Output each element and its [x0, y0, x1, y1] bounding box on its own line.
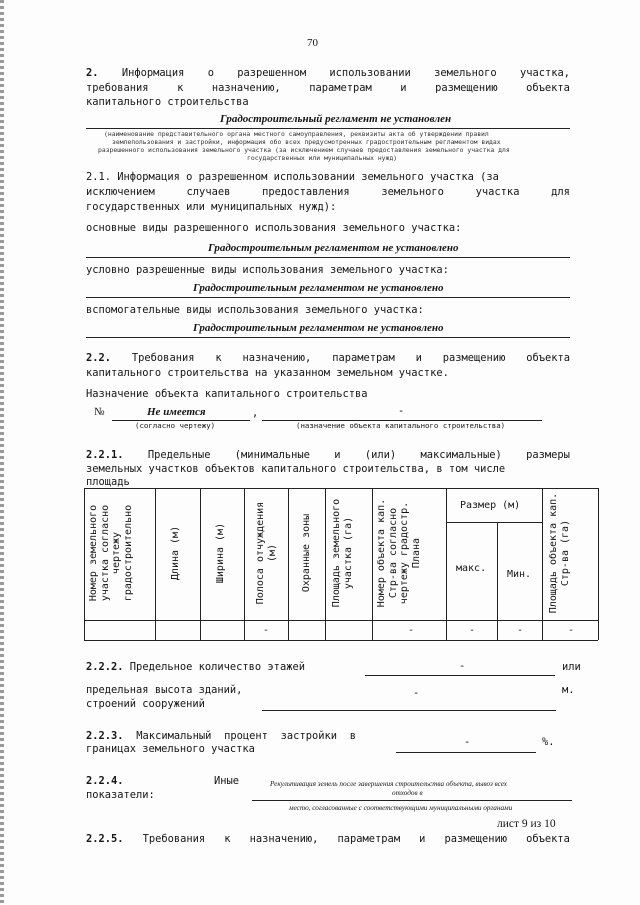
conditional-uses-value: Градостроительным регламентом не установлено: [193, 282, 444, 294]
header-max: макс.: [456, 563, 487, 574]
section-2-1-line2: исключением случаев предоставления земельного участка для: [86, 186, 570, 198]
auxiliary-uses-underline: [86, 337, 570, 338]
section-2-2-4-other: Иные: [214, 775, 240, 787]
reglament-caption-4: государственных или муниципальных нужд): [247, 154, 398, 162]
floors-underline: [365, 675, 555, 676]
reglament-caption-3: разрешенного использования земельного участка (за исключением случаев предоставления земельного участка для: [98, 146, 510, 154]
reglament-caption-2: землепользования и застройки, информация обо всех предусмотренных градостроительным регламентом видах: [112, 138, 501, 146]
section-2-line2: требования к назначению, параметрам и размещению объекта: [86, 82, 570, 94]
build-percent-value: -: [464, 736, 471, 748]
section-2-line3: капитального строительства: [86, 96, 249, 108]
number-sign: №: [94, 406, 105, 418]
document-page: 70 2. Информация о разрешенном использовании земельного участка, требования к назначению, параметрам и размещению объекта капитального строительства Градостроительный регламент не установлен (наименование представительного органа местного самоуправления, реквизиты акта об утверждении правил землепользования и застройки, информация обо всех предусмотренных градостроительным регламентом видах разрешенного использования земельного участка (за исключением случаев предоставления земельного участка для государственных или муниципальных нужд) 2.1. Информация о разрешенном использовании земельного участка (за исключением случаев предоставления земельного участка для государственных или муниципальных нужд): основные виды разрешенного использования земельного участка: Градостроительным регламентом не установлено условно разрешенные виды использования земельного участка: Градостроительным регламентом не установлено вспомогательные виды использования земельного участка: Градостроительным регламентом не установлено 2.2. Требования к назначению, параметрам и размещению объекта капитального строительства на указанном земельном участке. Назначение объекта капитального строительства № Не имеется , - (согласно чертежу) (назначение объекта капитального строительства) 2.2.1. Предельные (минимальные и (или) максимальные) размеры земельных участков объектов капитального строительства, в том числе площадь Номер земельного участка согласно чертежу градостроительно Длина (м) Ширина (м) Полоса отчуждения (м) Охранные зоны Площадь земельного участка (га) Номер объекта кап. Стр-ва согласно чертежу градостр. Плана Размер (м) макс. Мин. Площадь объекта кап. Стр-ва (га) - - - - - 2.2.2. Предельное количество этажей - или предельная высота зданий, строений сооружений - м. 2.2.3. Максимальный процент застройки в границах земельного участка - %. 2.2.4. Иные показатели: Рекультивация земель после завершения строительства объекта, вывоз всех отходов в место, согласованные с соответствующими муниципальными органами лист 9 из 10 2.2.5. Требования к назначению, параметрам и размещению объекта: [0, 0, 640, 905]
other-indicators-line2: отходов в: [392, 789, 423, 797]
other-indicators-line1: Рекультивация земель после завершения строительства объекта, вывоз всех: [270, 780, 507, 788]
conditional-uses-underline: [86, 297, 570, 298]
section-2-2-5-line1: 2.2.5. Требования к назначению, параметрам и размещению объекта: [86, 833, 570, 845]
section-2-2-1-line3: площадь: [86, 476, 130, 488]
build-percent-underline: [396, 752, 536, 753]
object-purpose-value: -: [398, 405, 405, 417]
height-label-1: предельная высота зданий,: [86, 684, 243, 696]
reglament-caption-1: (наименование представительного органа местного самоуправления, реквизиты акта об утверждении правил: [104, 130, 489, 138]
conditional-uses-label: условно разрешенные виды использования земельного участка:: [86, 264, 449, 276]
page-number: 70: [307, 37, 318, 49]
header-min: Мин.: [507, 569, 532, 580]
floors-value: -: [459, 660, 466, 672]
table-cell: -: [568, 625, 575, 636]
main-uses-value: Градостроительным регламентом не установлено: [208, 242, 459, 254]
table-cell: -: [263, 625, 270, 636]
section-2-line1: 2. Информация о разрешенном использовании земельного участка,: [86, 67, 570, 79]
height-value: -: [413, 687, 420, 699]
section-2-2-line1: 2.2. Требования к назначению, параметрам и размещению объекта: [86, 352, 570, 364]
section-2-2-4-label: показатели:: [86, 789, 155, 801]
section-2-2-4-number: 2.2.4.: [86, 775, 124, 787]
main-uses-underline: [86, 257, 570, 258]
header-size: Размер (м): [460, 500, 521, 511]
section-2-2-2-label: 2.2.2. Предельное количество этажей: [86, 661, 305, 673]
section-2-2-1-line2: земельных участков объектов капитального строительства, в том числе: [86, 463, 506, 475]
reglament-value: Градостроительный регламент не установлен: [220, 113, 452, 125]
or-label: или: [562, 661, 581, 673]
auxiliary-uses-label: вспомогательные виды использования земельного участка:: [86, 304, 424, 316]
purpose-label: Назначение объекта капитального строительства: [86, 388, 368, 400]
table-cell: -: [517, 625, 524, 636]
height-underline: [262, 710, 556, 711]
table-cell: -: [469, 625, 476, 636]
other-indicators-underline1: [252, 800, 572, 801]
section-2-2-3-line1: 2.2.3. Максимальный процент застройки в: [86, 730, 356, 742]
reglament-underline: [86, 128, 570, 129]
section-2-2-1-line1: 2.2.1. Предельные (минимальные и (или) максимальные) размеры: [86, 449, 570, 461]
scan-edge: [0, 0, 4, 905]
section-2-2-3-line2: границах земельного участка: [86, 743, 255, 755]
table-cell: -: [408, 625, 415, 636]
section-2-1-line3: государственных или муниципальных нужд):: [86, 201, 337, 213]
auxiliary-uses-value: Градостроительным регламентом не установлено: [193, 322, 444, 334]
object-purpose-caption: (назначение объекта капитального строительства): [296, 421, 506, 430]
object-number-value: Не имеется: [147, 406, 206, 418]
build-percent-unit: %.: [542, 736, 555, 748]
main-uses-label: основные виды разрешенного использования земельного участка:: [86, 222, 462, 234]
comma: ,: [252, 407, 259, 419]
height-label-2: строений сооружений: [86, 698, 205, 710]
sheet-label: лист 9 из 10: [497, 818, 556, 830]
object-number-caption: (согласно чертежу): [135, 421, 216, 430]
section-2-2-line2: капитального строительства на указанном земельном участке.: [86, 367, 449, 379]
height-unit: м.: [562, 684, 575, 696]
other-indicators-line3: место, согласованные с соответствующими муниципальными органами: [289, 804, 513, 812]
section-2-1-line1: 2.1. Информация о разрешенном использовании земельного участка (за: [86, 171, 499, 183]
